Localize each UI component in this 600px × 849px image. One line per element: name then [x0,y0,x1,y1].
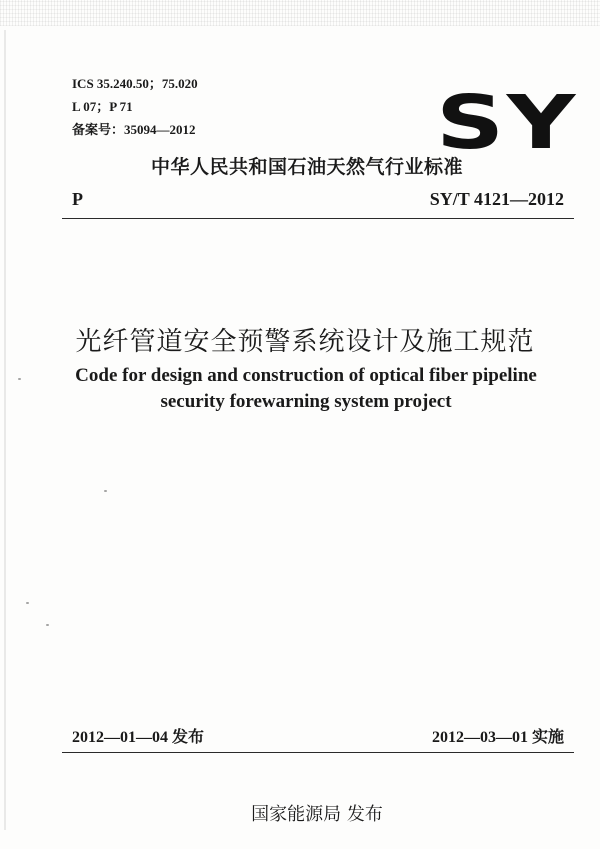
scan-speck [18,378,21,380]
metadata-block [72,72,198,141]
implementation-date: 2012—03—01 实施 [431,729,564,746]
classification-code: L 07；P 71 [72,99,133,114]
divider-top [62,218,574,219]
scan-speck [46,624,49,626]
title-english [0,363,600,415]
title-english-line2: security forewarning system project [160,391,452,412]
standard-type: 中华人民共和国石油天然气行业标准 [150,156,463,178]
scan-speck [104,490,107,492]
title-english-line1: Code for design and construction of optical fiber pipeline [75,365,537,386]
issue-date: 2012—01—04 发布 [72,729,205,746]
ics-code: ICS 35.240.50；75.020 [72,76,198,91]
scan-noise-left [4,30,6,830]
scan-speck [26,602,29,604]
sy-logo: SY [436,80,578,166]
publisher: 国家能源局 发布 [251,804,383,825]
title-chinese: 光纤管道安全预警系统设计及施工规范 [75,327,535,357]
divider-bottom [62,752,574,753]
category-letter: P [72,189,83,209]
record-number: 备案号：35094—2012 [72,122,196,137]
scan-noise-top [0,0,600,26]
standard-number: SY/T 4121—2012 [429,189,564,209]
